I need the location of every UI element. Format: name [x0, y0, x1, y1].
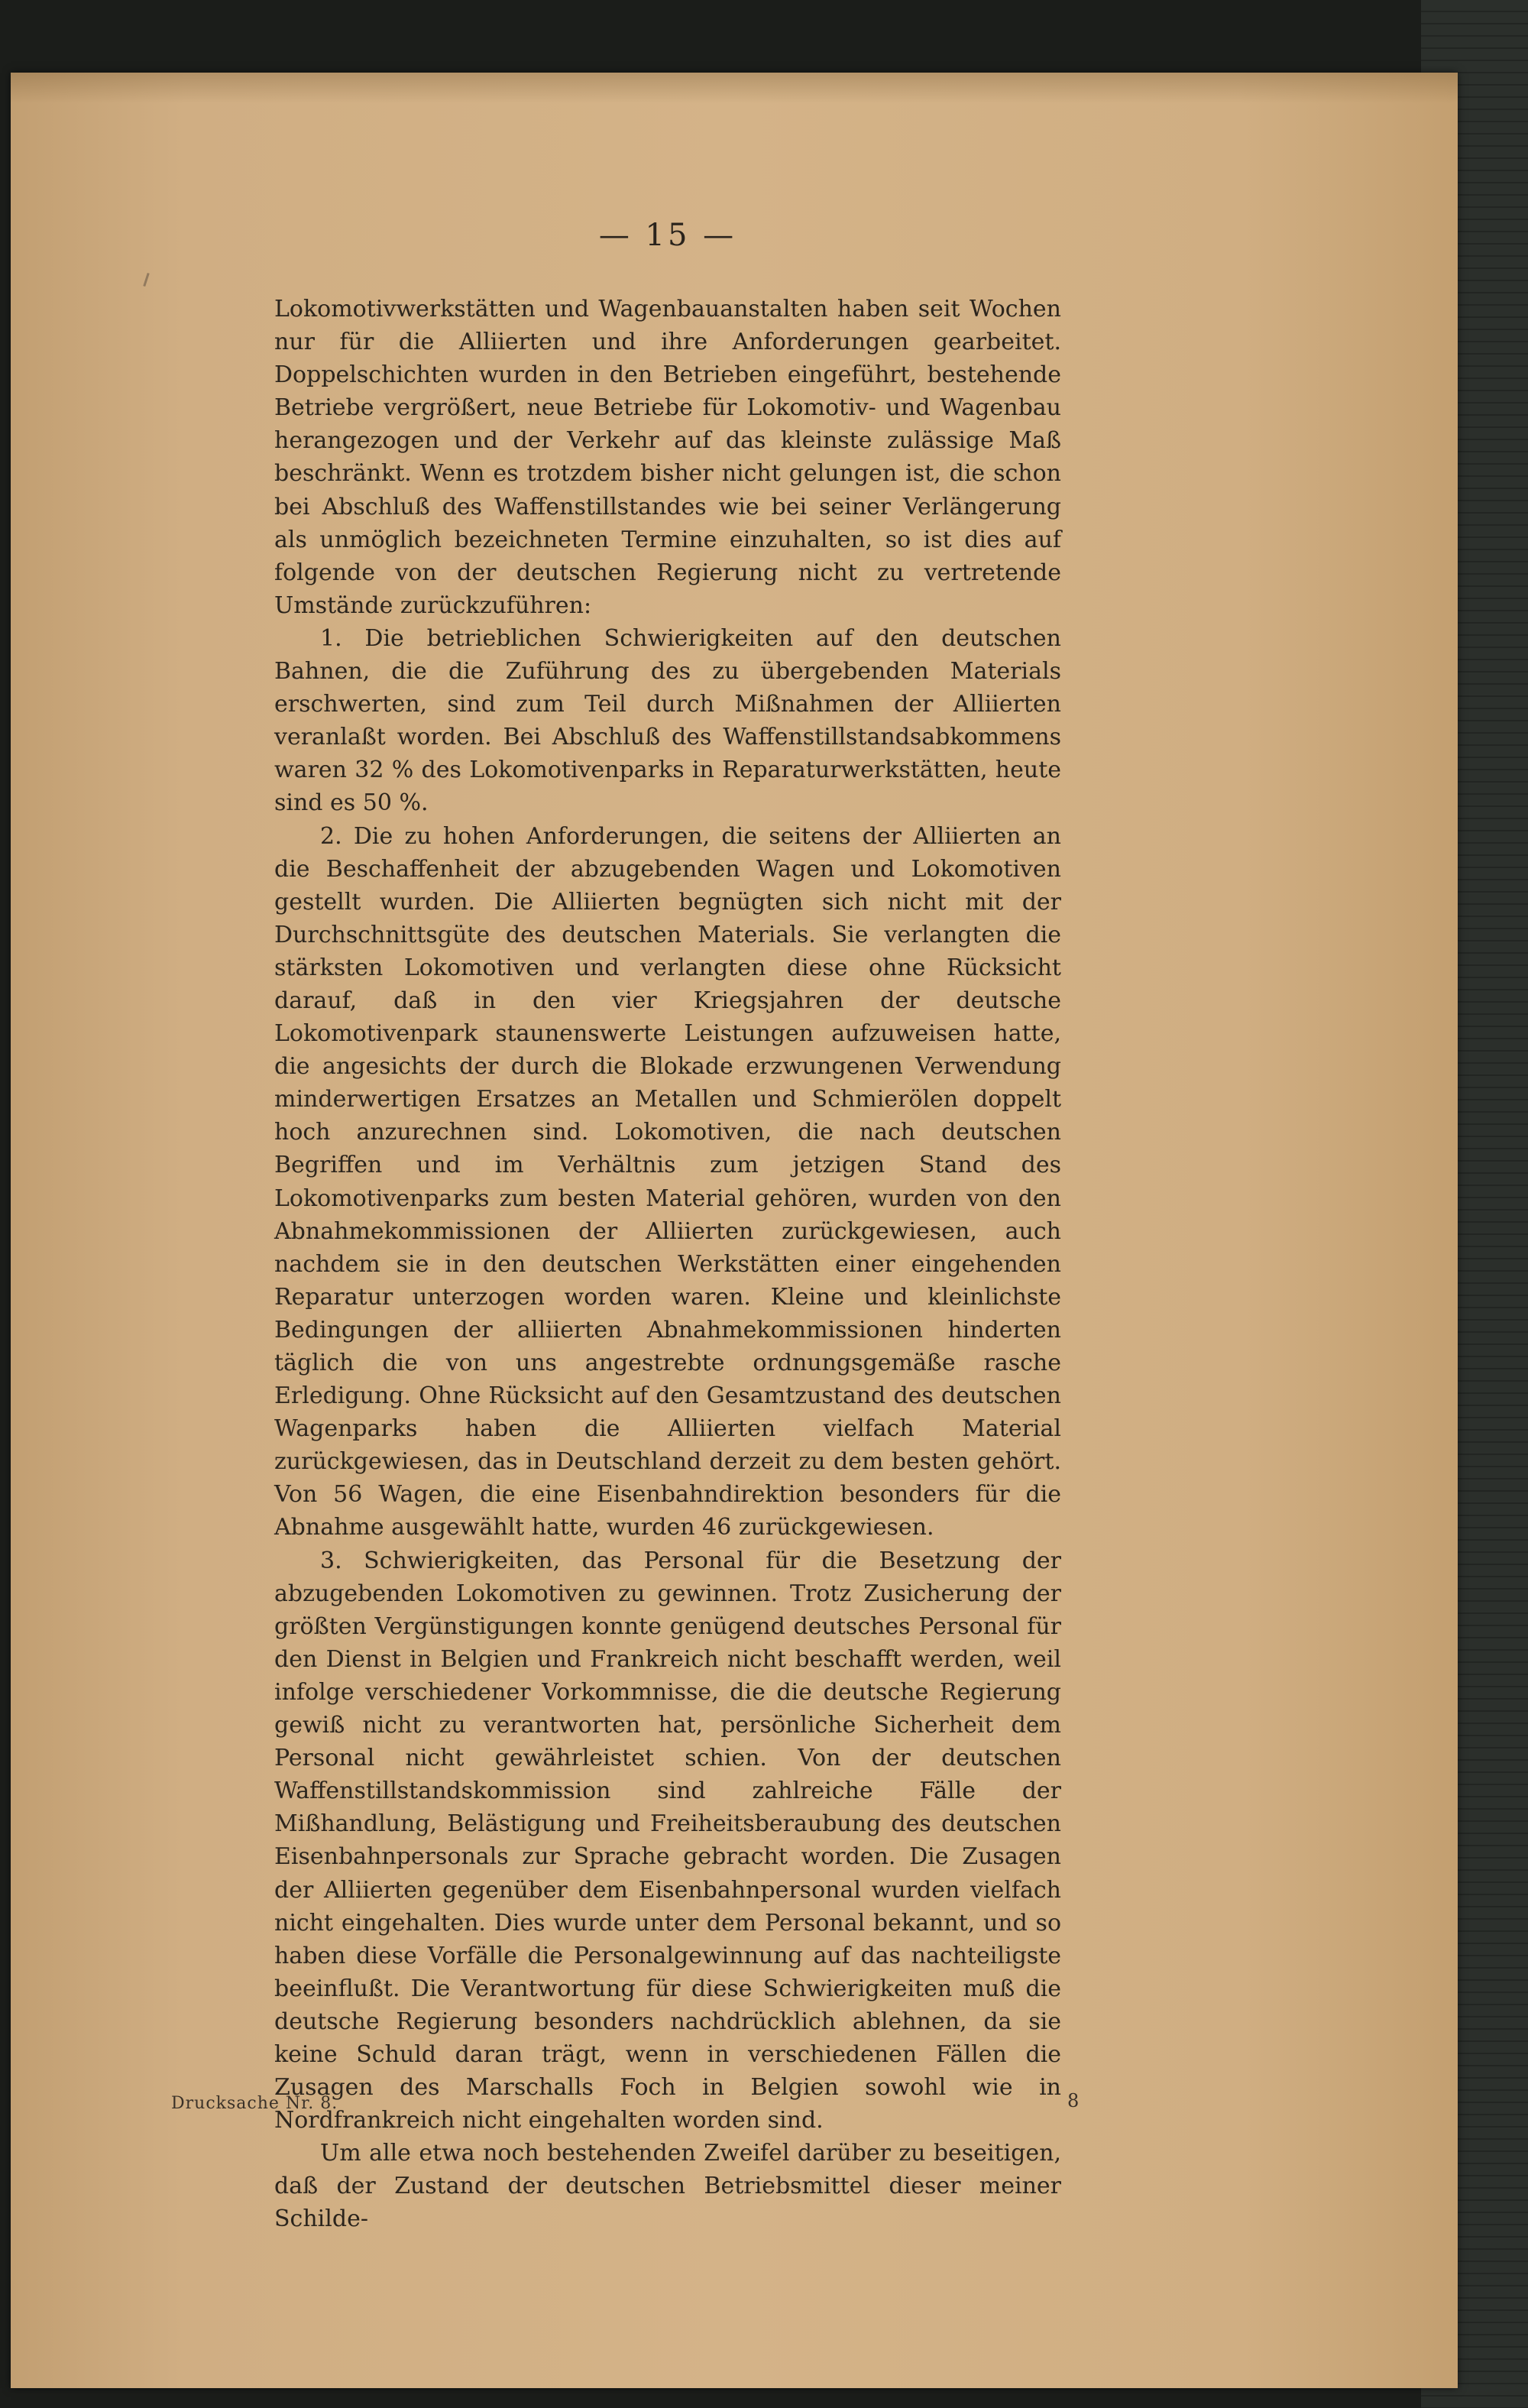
pencil-mark: [143, 273, 149, 287]
paragraph-point-1: 1. Die betrieblichen Schwierigkeiten auf den deutschen Bahnen, die die Zuführung des zu übergebenden Materials erschwerten, sind zum Teil durch Mißnahmen der Alliierten veranlaßt worden. Bei Abschluß des Waffenstillstandsabkommens waren 32 % des Lokomotivenparks in Reparaturwerkstätten, heute sind es 50 %.: [274, 624, 1061, 817]
document-page: [11, 73, 1458, 2388]
paragraph-intro: Lokomotivwerkstätten und Wagenbauanstalten haben seit Wochen nur für die Alliierten und ihre Anforderungen gearbeitet. Doppelschichten wurden in den Betrieben eingeführt, bestehende Betriebe vergrößert, neue Betriebe für Lokomotiv- und Wagenbau herangezogen und der Verkehr auf das kleinste zulässige Maß beschränkt. Wenn es trotzdem bisher nicht gelungen ist, die schon bei Abschluß des Waffenstillstandes wie bei seiner Verlängerung als unmöglich bezeichneten Termine einzuhalten, so ist dies auf folgende von der deutschen Regierung nicht zu vertretende Umstände zurückzuführen:: [274, 296, 1061, 619]
paragraph-closing: Um alle etwa noch bestehenden Zweifel darüber zu beseitigen, daß der Zustand der deutschen Betriebsmittel dieser meiner Schilde-: [274, 2140, 1061, 2233]
paragraph-point-3: 3. Schwierigkeiten, das Personal für die Besetzung der abzugebenden Lokomotiven zu gewinnen. Trotz Zusicherung der größten Vergünstigungen konnte genügend deutsches Personal für den Dienst in Belgien und Frankreich nicht beschafft werden, weil infolge verschiedener Vorkommnisse, die die deutsche Regierung gewiß nicht zu verantworten hat, persönliche Sicherheit dem Personal nicht gewährleistet schien. Von der deutschen Waffenstillstandskommission sind zahlreiche Fälle der Mißhandlung, Belästigung und Freiheitsberaubung des deutschen Eisenbahnpersonals zur Sprache gebracht worden. Die Zusagen der Alliierten gegenüber dem Eisenbahnpersonal wurden vielfach nicht eingehalten. Dies wurde unter dem Personal bekannt, und so haben diese Vorfälle die Personalgewinnung auf das nachteiligste beeinflußt. Die Verantwortung für diese Schwierigkeiten muß die deutsche Regierung besonders nachdrücklich ablehnen, da sie keine Schuld daran trägt, wenn in verschiedenen Fällen die Zusagen des Marschalls Foch in Belgien sowohl wie in Nordfrankreich nicht eingehalten worden sind.: [274, 1547, 1061, 2134]
page-number: — 15 —: [598, 218, 737, 253]
body-text: [274, 293, 1061, 2236]
footer-sheet-number: 8: [1067, 2090, 1080, 2111]
paragraph-point-2: 2. Die zu hohen Anforderungen, die seitens der Alliierten an die Beschaffenheit der abzugebenden Wagen und Lokomotiven gestellt wurden. Die Alliierten begnügten sich nicht mit der Durchschnittsgüte des deutschen Materials. Sie verlangten die stärksten Lokomotiven und verlangten diese ohne Rücksicht darauf, daß in den vier Kriegsjahren der deutsche Lokomotivenpark staunenswerte Leistungen aufzuweisen hatte, die angesichts der durch die Blokade erzwungenen Verwendung minderwertigen Ersatzes an Metallen und Schmierölen doppelt hoch anzurechnen sind. Lokomotiven, die nach deutschen Begriffen und im Verhältnis zum jetzigen Stand des Lokomotivenparks zum besten Material gehören, wurden von den Abnahmekommissionen der Alliierten zurückgewiesen, auch nachdem sie in den deutschen Werkstätten einer eingehenden Reparatur unterzogen worden waren. Kleine und kleinlichste Bedingungen der alliierten Abnahmekommissionen hinderten täglich die von uns angestrebte ordnungsgemäße rasche Erledigung. Ohne Rücksicht auf den Gesamtzustand des deutschen Wagenparks haben die Alliierten vielfach Material zurückgewiesen, das in Deutschland derzeit zu dem besten gehört. Von 56 Wagen, die eine Eisenbahndirektion besonders für die Abnahme ausgewählt hatte, wurden 46 zurückgewiesen.: [274, 822, 1061, 1541]
footer-document-reference: Drucksache Nr. 8.: [171, 2094, 338, 2113]
